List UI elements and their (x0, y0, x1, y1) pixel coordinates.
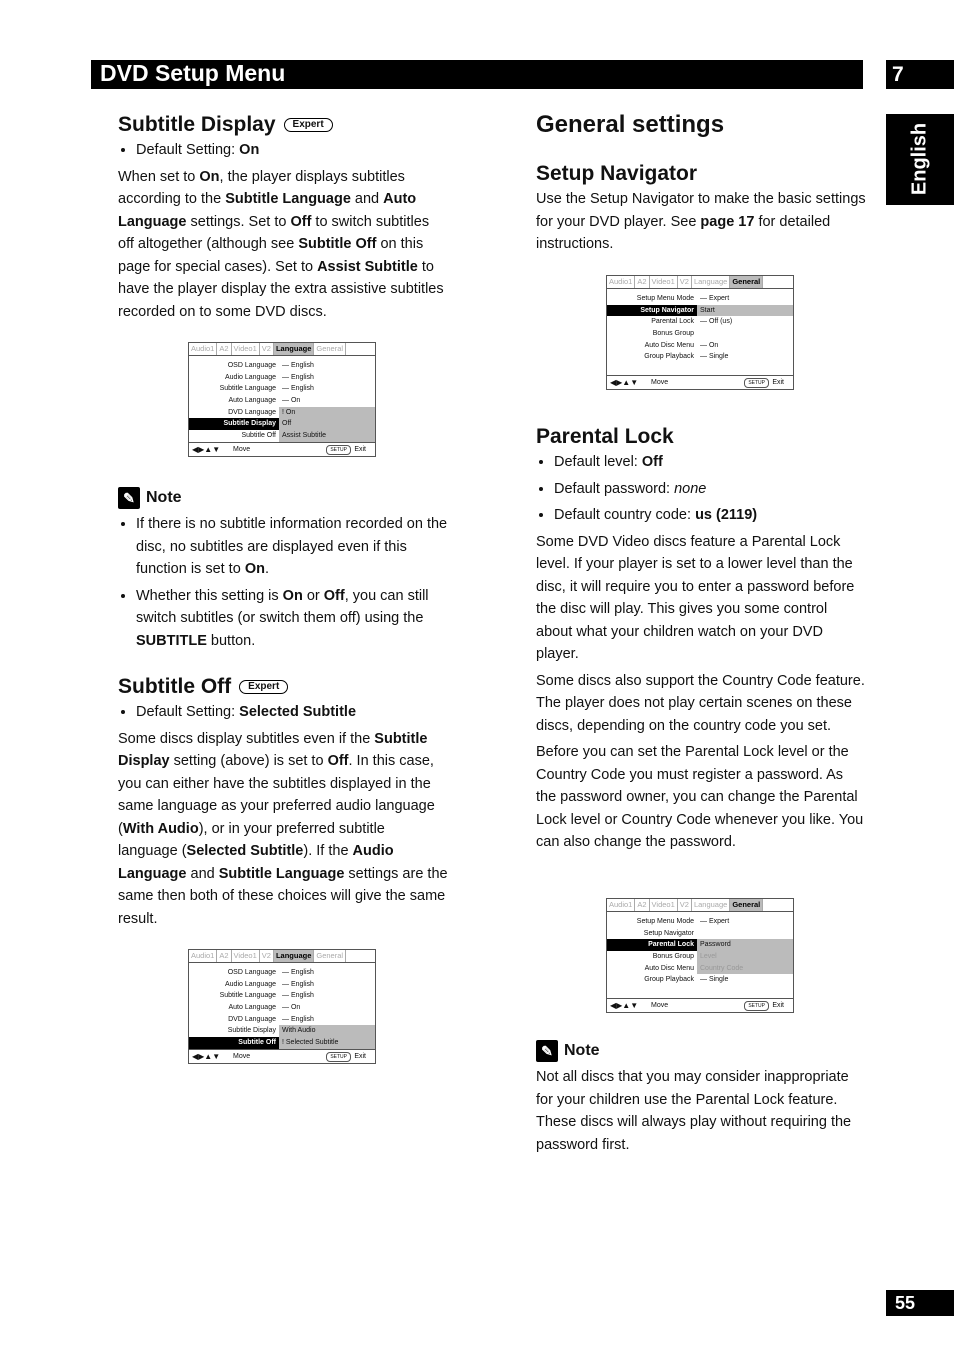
cursor-arrows-icon: ◀▶▲▼ (610, 378, 639, 387)
osd-row-label: Subtitle Language (219, 992, 276, 1000)
osd-menu-row (189, 407, 375, 419)
parental-lock-section (536, 423, 866, 858)
cursor-arrows-icon: ◀▶▲▼ (192, 445, 221, 454)
note-heading: ✎ Note (118, 485, 448, 511)
osd-row-label: Subtitle Off (189, 1037, 279, 1049)
expert-badge: Expert (239, 680, 288, 694)
osd-menu-row (189, 990, 375, 1002)
osd-row-value: — On (700, 341, 719, 349)
note-item: • If there is no subtitle information recorded on the disc, no subtitles are displayed even if this function is set to On. (136, 513, 448, 581)
general-settings-heading: General settings (536, 111, 725, 138)
osd-row-value: — English (282, 362, 314, 369)
osd-menu-row (607, 351, 793, 363)
osd-tab: A2 (217, 950, 231, 962)
setup-navigator-heading: Setup Navigator (536, 162, 698, 185)
osd-row-label: Subtitle Display (227, 1027, 276, 1035)
osd-menu-row (607, 939, 793, 951)
expert-badge: Expert (284, 118, 333, 132)
osd-row-label: DVD Language (228, 408, 276, 416)
note-item: • Whether this setting is On or Off, you can still switch subtitles (or switch them off) using the SUBTITLE button. (136, 585, 448, 653)
osd-tab: Language (692, 899, 730, 911)
note-list (118, 513, 448, 652)
osd-tab-bar (607, 276, 793, 289)
osd-row-value: — English (282, 992, 314, 1000)
osd-row-value: — Expert (700, 918, 730, 925)
exit-label: Exit (772, 379, 784, 386)
osd-row-value: Country Code (697, 963, 793, 975)
osd-tab: A2 (217, 343, 231, 355)
move-label: Move (651, 379, 669, 386)
osd-screen-language-2 (188, 949, 376, 1064)
setup-key-icon: SETUP (326, 445, 351, 455)
osd-tab: Audio1 (189, 950, 217, 962)
setup-key-icon: SETUP (744, 378, 769, 388)
osd-row-label: Bonus Group (652, 953, 694, 961)
osd-menu-row (607, 951, 793, 963)
pencil-icon: ✎ (118, 487, 140, 509)
osd-tab: Language (274, 950, 314, 962)
osd-tab: General (730, 276, 763, 288)
move-label: Move (233, 1053, 251, 1060)
osd-row-label: Group Playback (644, 976, 694, 984)
osd-menu-row (189, 430, 375, 442)
osd-row-value: — On (282, 1004, 301, 1012)
osd-row-label: DVD Language (228, 1015, 276, 1023)
note-text: Not all discs that you may consider inappropriate for your children use the Parental Lock feature. These discs will always play without requiring the password first. (536, 1069, 852, 1153)
exit-label: Exit (354, 446, 366, 453)
osd-row-label: Auto Language (228, 1004, 276, 1012)
osd-row-label: OSD Language (227, 969, 276, 976)
osd-row-value: ! Selected Subtitle (279, 1037, 375, 1049)
osd-tab-bar (607, 899, 793, 912)
osd-row-value: — Off (us) (700, 318, 733, 326)
osd-tab: Audio1 (607, 899, 635, 911)
osd-menu-row (607, 305, 793, 317)
parental-desc-2: Some discs also support the Country Code feature. The player does not play certain scenes on these discs, depending on the country code you set. (536, 672, 865, 734)
osd-row-value (697, 928, 793, 940)
subtitle-off-section (118, 673, 448, 934)
osd-row-value: — English (282, 1015, 314, 1023)
cursor-arrows-icon: ◀▶▲▼ (610, 1001, 639, 1010)
osd-footer (607, 998, 793, 1012)
osd-row-label: Auto Disc Menu (644, 964, 694, 972)
osd-row-label: Group Playback (644, 353, 694, 361)
osd-tab: Language (692, 276, 730, 288)
osd-menu-row (189, 967, 375, 979)
osd-tab: Audio1 (189, 343, 217, 355)
osd-row-label: Setup Menu Mode (636, 918, 694, 925)
default-password: • Default password: none (554, 478, 866, 501)
setup-key-icon: SETUP (326, 1052, 351, 1062)
osd-tab: Video1 (232, 950, 260, 962)
exit-label: Exit (354, 1053, 366, 1060)
osd-row-label: Setup Navigator (607, 305, 697, 317)
osd-row-value: Assist Subtitle (279, 430, 375, 442)
osd-menu-row (607, 974, 793, 986)
page-number: 55 (886, 1290, 954, 1316)
subtitle-display-heading: Subtitle Display Expert (118, 111, 448, 139)
osd-row-label: Auto Language (228, 397, 276, 405)
osd-tab: Audio1 (607, 276, 635, 288)
setup-navigator-desc: Use the Setup Navigator to make the basic settings for your DVD player. See page 17 for detailed instructions. (536, 191, 866, 252)
osd-row-value: — Single (700, 976, 729, 984)
move-label: Move (233, 446, 251, 453)
right-column (536, 110, 866, 260)
osd-row-label: Parental Lock (651, 318, 694, 326)
osd-screen-parental (606, 898, 794, 1013)
osd-footer (189, 442, 375, 456)
osd-tab: V2 (260, 950, 274, 962)
default-level: • Default level: Off (554, 451, 866, 474)
osd-tab: General (314, 950, 346, 962)
osd-tab: V2 (678, 276, 692, 288)
osd-row-value: Off (279, 418, 375, 430)
subtitle-off-desc: Some discs display subtitles even if the Subtitle Display setting (above) is set to Off. In this case, you can either have the subtitles displayed in the same language as your preferred audio language (With Audio), or in your preferred subtitle language (Selected Subtitle). If the Audio Language and Subtitle Language settings are the same then both of these choices will give the same result. (118, 730, 448, 927)
osd-row-value (697, 328, 793, 340)
osd-menu-row (189, 418, 375, 430)
osd-tab: General (730, 899, 763, 911)
osd-row-label: Auto Disc Menu (644, 341, 694, 349)
cursor-arrows-icon: ◀▶▲▼ (192, 1052, 221, 1061)
osd-menu-row (189, 1002, 375, 1014)
osd-row-label: Subtitle Off (241, 432, 276, 440)
osd-menu-row (607, 328, 793, 340)
osd-menu-row (607, 928, 793, 940)
osd-tab: Language (274, 343, 314, 355)
subtitle-display-desc: When set to On, the player displays subtitles according to the Subtitle Language and Auto Language settings. Set to Off to switch subtitles off altogether (although see Subtitle Off on this page for special cases). Set to Assist Subtitle to have the player display the extra assistive subtitles recorded on to some DVD discs. (118, 168, 444, 320)
osd-menu-row (189, 1014, 375, 1026)
osd-row-value: — Expert (700, 295, 730, 302)
osd-tab: A2 (635, 276, 649, 288)
osd-menu-row (607, 340, 793, 352)
osd-row-label: Parental Lock (607, 939, 697, 951)
osd-row-value: Level (697, 951, 793, 963)
move-label: Move (651, 1002, 669, 1009)
osd-tab: Video1 (232, 343, 260, 355)
osd-row-value: — Single (700, 353, 729, 361)
osd-menu-row (607, 293, 793, 305)
note-2 (536, 1038, 866, 1160)
exit-label: Exit (772, 1002, 784, 1009)
page-title: DVD Setup Menu (100, 60, 286, 86)
osd-row-label: Subtitle Display (189, 418, 279, 430)
default-country-code: • Default country code: us (2119) (554, 504, 866, 527)
osd-tab: V2 (678, 899, 692, 911)
default-setting-list (118, 701, 448, 724)
left-column (118, 111, 448, 327)
osd-tab-bar (189, 950, 375, 963)
osd-tab: Video1 (650, 899, 678, 911)
osd-row-label: Audio Language (225, 980, 276, 988)
parental-lock-heading: Parental Lock (536, 425, 674, 448)
osd-row-value: — English (282, 969, 314, 976)
osd-row-value: — On (282, 397, 301, 405)
note-1 (118, 485, 448, 656)
osd-row-value: Password (697, 939, 793, 951)
osd-row-label: Setup Navigator (643, 929, 694, 937)
osd-tab-bar (189, 343, 375, 356)
osd-menu-row (607, 316, 793, 328)
pencil-icon: ✎ (536, 1040, 558, 1062)
language-tab-label: English (908, 122, 931, 196)
osd-row-label: Bonus Group (652, 330, 694, 338)
parental-defaults (536, 451, 866, 527)
osd-row-value: — English (282, 373, 314, 381)
osd-tab: V2 (260, 343, 274, 355)
osd-row-value: — English (282, 385, 314, 393)
osd-row-value: ! On (279, 407, 375, 419)
osd-tab: General (314, 343, 346, 355)
osd-tab: Video1 (650, 276, 678, 288)
chapter-number: 7 (886, 60, 954, 89)
osd-menu-row (189, 360, 375, 372)
osd-menu-row (189, 1025, 375, 1037)
parental-desc-1: Some DVD Video discs feature a Parental Lock level. If your player is set to a lower level than the disc, it will require you to enter a password before the disc will play. This gives you some control about what your children watch on your DVD player. (536, 533, 855, 662)
osd-tab: A2 (635, 899, 649, 911)
default-setting: • Default Setting: On (136, 139, 448, 162)
osd-menu-row (607, 916, 793, 928)
note-heading: ✎ Note (536, 1038, 866, 1064)
parental-desc-3: Before you can set the Parental Lock level or the Country Code you must register a password. As the password owner, you can change the Parental Lock level or Country Code whenever you like. You can also change the password. (536, 744, 864, 850)
setup-key-icon: SETUP (744, 1001, 769, 1011)
osd-row-label: Setup Menu Mode (636, 295, 694, 302)
subtitle-off-heading: Subtitle Off Expert (118, 673, 448, 701)
osd-menu-row (189, 372, 375, 384)
osd-menu-row (189, 395, 375, 407)
osd-row-value: With Audio (279, 1025, 375, 1037)
osd-menu-row (189, 383, 375, 395)
osd-menu-row (189, 979, 375, 991)
osd-row-value: — English (282, 980, 314, 988)
osd-footer (607, 375, 793, 389)
osd-row-label: OSD Language (227, 362, 276, 369)
osd-menu-row (189, 1037, 375, 1049)
osd-menu-row (607, 963, 793, 975)
default-setting-list (118, 139, 448, 162)
default-setting: • Default Setting: Selected Subtitle (136, 701, 448, 724)
osd-screen-language (188, 342, 376, 457)
osd-screen-general (606, 275, 794, 390)
osd-row-label: Subtitle Language (219, 385, 276, 393)
osd-footer (189, 1049, 375, 1063)
osd-row-label: Audio Language (225, 373, 276, 381)
osd-row-value: Start (697, 305, 793, 317)
